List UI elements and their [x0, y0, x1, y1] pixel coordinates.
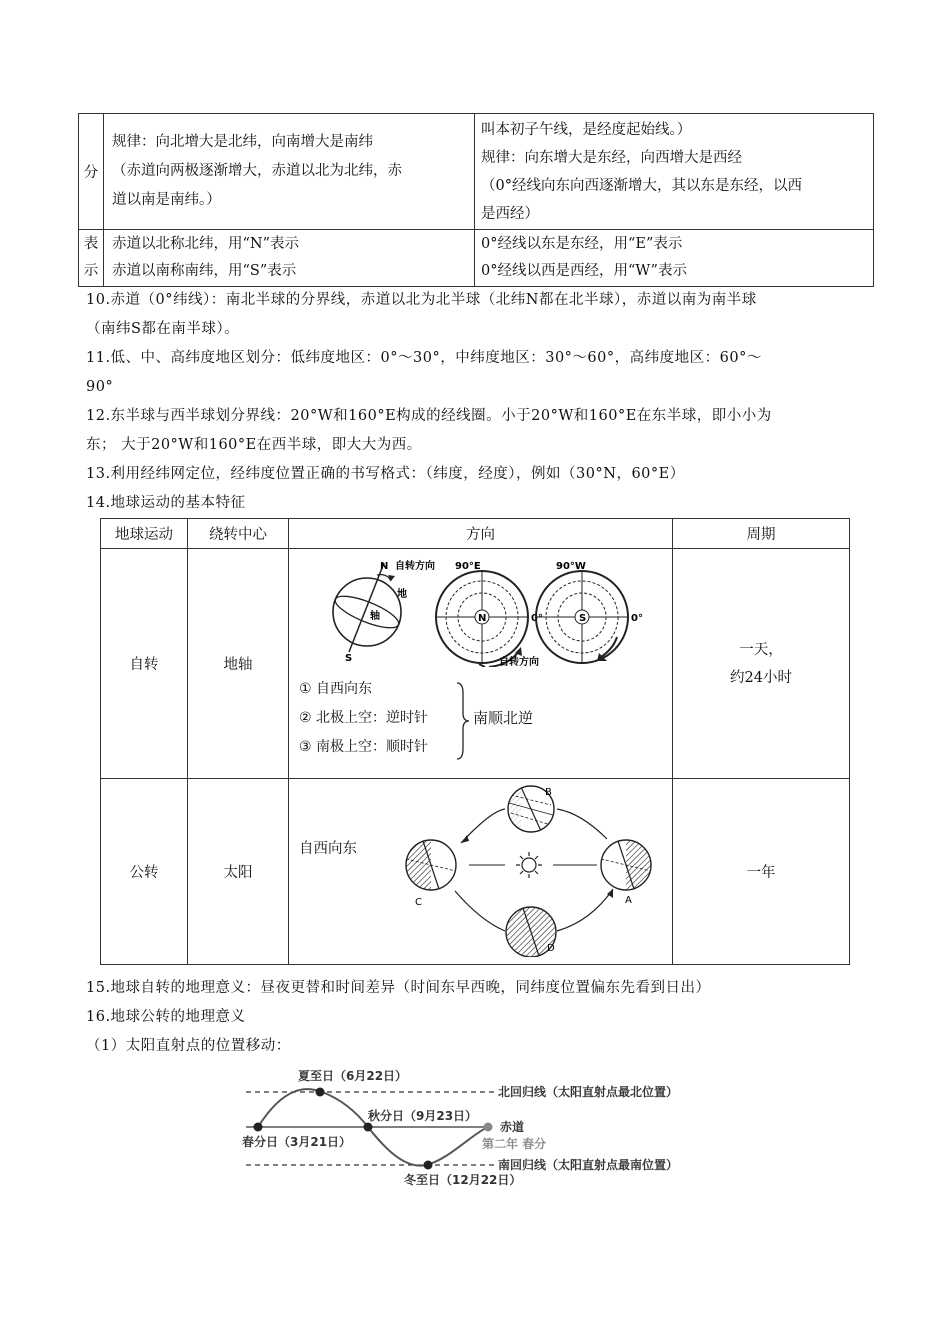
- text-line: 90°: [86, 379, 114, 395]
- globe-north-label: N: [380, 561, 389, 572]
- east-90-label: 90°E: [455, 561, 481, 572]
- text-line: 0°经线以西是西经，用“W”表示: [481, 263, 687, 279]
- brace-icon: [455, 681, 471, 761]
- period-line: 约24小时: [730, 669, 792, 686]
- text-line: 0°经线以东是东经，用“E”表示: [481, 236, 683, 252]
- sun-icon: [516, 852, 542, 878]
- row-label: 示: [83, 263, 99, 279]
- text-line: 东； 大于20°W和160°E在西半球，即大大为西。: [86, 437, 422, 453]
- row-label-cell: [79, 114, 104, 230]
- rotation-direction-cell: [289, 549, 673, 779]
- row-label: 表: [83, 236, 99, 252]
- rotation-direction-label-2: 自转方向: [499, 657, 539, 667]
- text-line: 规律：向北增大是北纬，向南增大是南纬: [112, 134, 373, 150]
- revolution-center: 太阳: [188, 779, 289, 965]
- tropic-of-capricorn-label: 南回归线（太阳直射点最南位置）: [498, 1158, 679, 1172]
- rotation-name: 自转: [101, 549, 188, 779]
- text-line: 11.低、中、高纬度地区划分：低纬度地区：0°～30°，中纬度地区：30°～60°，高纬度地区：60°～: [86, 350, 762, 366]
- rotation-diagram: [289, 549, 669, 667]
- spring-equinox-label: 春分日（3月21日）: [242, 1135, 352, 1149]
- text-line: （0°经线向东向西逐渐增大，其以东是东经，以西: [481, 177, 802, 194]
- paragraph-14: 14.地球运动的基本特征: [86, 495, 246, 511]
- paragraph-16-1: （1）太阳直射点的位置移动：: [86, 1038, 291, 1054]
- revolution-name: 公转: [101, 779, 188, 965]
- latitude-longitude-table: [78, 113, 874, 287]
- text-line: 12.东半球与西半球划分界线：20°W和160°E构成的经线圈。小于20°W和160°E在东半球，即小小为: [86, 408, 772, 424]
- globe-south-label: S: [345, 653, 353, 664]
- north-pole-view: [436, 561, 543, 667]
- summer-solstice-label: 夏至日（6月22日）: [298, 1069, 408, 1083]
- rule-3: ③ 南极上空：顺时针: [299, 739, 429, 755]
- rule-1: ① 自西向东: [299, 681, 373, 697]
- latitude-notation-cell: [104, 230, 475, 287]
- earth-motion-table: [100, 518, 850, 965]
- header-direction: 方向: [289, 519, 673, 549]
- north-pole-label: N: [478, 613, 487, 624]
- south-pole-label: S: [579, 613, 587, 624]
- text-line: （赤道向两极逐渐增大，赤道以北为北纬，赤: [112, 163, 402, 179]
- rotation-direction-label: 自转方向: [395, 561, 435, 572]
- latitude-rule-cell: [104, 114, 475, 230]
- tilted-globe: [332, 559, 435, 664]
- text-line: 叫本初子午线，是经度起始线。）: [481, 121, 692, 138]
- paragraph-13: 13.利用经纬网定位，经纬度位置正确的书写格式：（纬度，经度），例如（30°N，60°E）: [86, 466, 685, 482]
- header-motion: 地球运动: [101, 519, 188, 549]
- text-line: 赤道以北称北纬，用“N”表示: [112, 236, 300, 252]
- next-spring-label: 第二年 春分: [482, 1137, 547, 1151]
- orbit-label-d: D: [547, 943, 555, 954]
- period-line: 一天，: [739, 641, 783, 658]
- equator-label: 赤道: [500, 1120, 525, 1134]
- header-period: 周期: [673, 519, 850, 549]
- west-90-label: 90°W: [556, 561, 586, 572]
- header-center: 绕转中心: [188, 519, 289, 549]
- rule-2: ② 北极上空：逆时针: [299, 710, 429, 726]
- revolution-direction: 自西向东: [299, 841, 357, 857]
- paragraph-10: [86, 286, 876, 344]
- rotation-period: [673, 549, 850, 779]
- south-pole-view: [536, 561, 643, 663]
- rotation-rules: [299, 675, 428, 762]
- text-line: 是西经）: [481, 205, 539, 222]
- longitude-rule-cell: [475, 114, 874, 230]
- orbit-label-a: A: [625, 895, 632, 906]
- axis-label-2: 轴: [370, 611, 380, 622]
- text-line: 赤道以南称南纬，用“S”表示: [112, 263, 297, 279]
- text-line: 道以南是南纬。）: [112, 192, 221, 208]
- longitude-notation-cell: [475, 230, 874, 287]
- tropic-of-cancer-label: 北回归线（太阳直射点最北位置）: [498, 1085, 679, 1099]
- revolution-period: 一年: [673, 779, 850, 965]
- earth-c: [401, 836, 456, 896]
- text-line: 规律：向东增大是东经，向西增大是西经: [481, 149, 742, 166]
- autumn-equinox-label: 秋分日（9月23日）: [368, 1109, 478, 1123]
- orbit-label-c: C: [415, 897, 422, 908]
- text-line: （南纬S都在南半球）。: [86, 321, 240, 337]
- row-label-cell: [79, 230, 104, 287]
- rotation-center: 地轴: [188, 549, 289, 779]
- paragraph-11: [86, 344, 876, 402]
- paragraph-15: 15.地球自转的地理意义：昼夜更替和时间差异（时间东早西晚，同纬度位置偏东先看到日出）: [86, 980, 711, 996]
- meridian-zero-label: 0°: [631, 613, 643, 624]
- paragraph-16: 16.地球公转的地理意义: [86, 1009, 246, 1025]
- text-line: 10.赤道（0°纬线）：南北半球的分界线，赤道以北为北半球（北纬N都在北半球），赤道以南为南半球: [86, 292, 757, 308]
- axis-label-1: 地: [397, 589, 407, 600]
- winter-solstice-label: 冬至日（12月22日）: [404, 1173, 522, 1187]
- solar-point-diagram: [236, 1064, 706, 1192]
- earth-a: [601, 836, 656, 896]
- revolution-direction-cell: [289, 779, 673, 965]
- orbit-label-b: B: [545, 787, 552, 798]
- rule-summary: 南顺北逆: [473, 709, 534, 727]
- row-label: 分: [83, 165, 99, 181]
- meridian-zero-label: 0°: [531, 613, 543, 624]
- paragraph-12: [86, 402, 876, 460]
- orbit-diagram: [401, 781, 661, 957]
